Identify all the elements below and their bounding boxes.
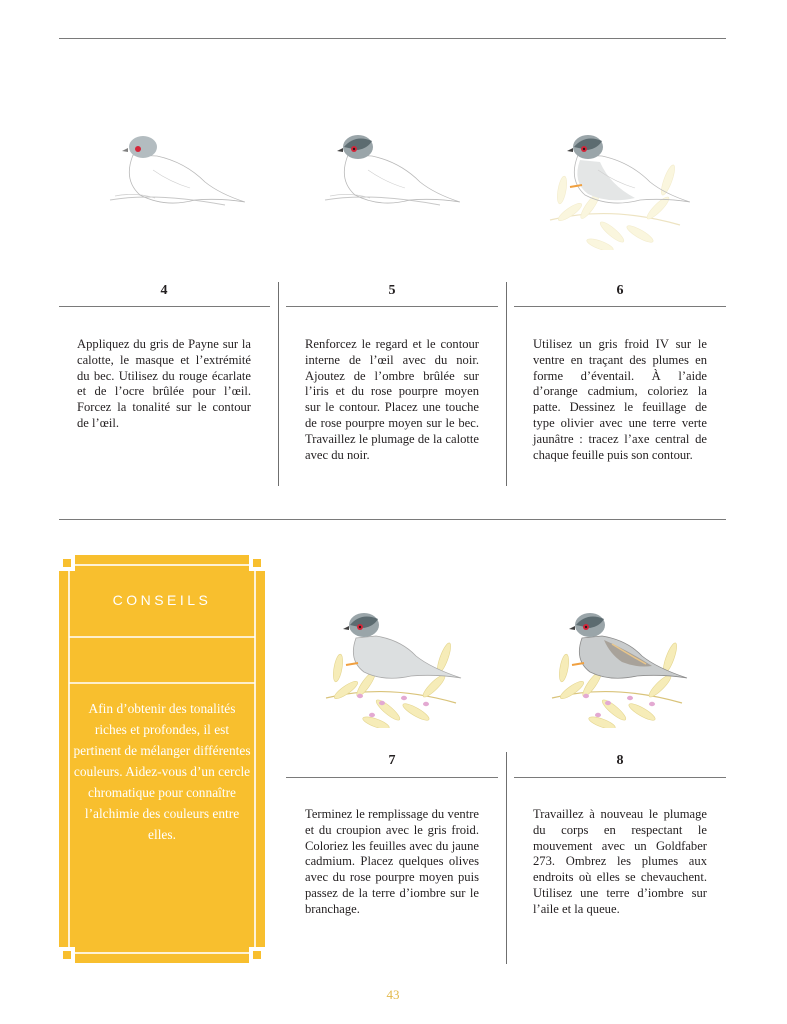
step-number: 7 — [388, 753, 396, 768]
step-number: 5 — [388, 283, 396, 298]
bird-illustration — [542, 578, 692, 728]
bird-illustration — [310, 100, 460, 250]
step-rule — [286, 777, 498, 778]
bird-illustration — [95, 100, 245, 250]
bird-illustration — [316, 578, 466, 728]
step-text: Utilisez un gris froid IV sur le ventre en traçant des plumes en forme d’éventail. À l’aide d’orange cadmium, coloriez la patte. Dessinez le feuillage de type olivier avec une terre verte jaunâtre : tracez l’axe central de chaque feuille puis son contour. — [533, 337, 707, 462]
section-rule — [59, 519, 726, 520]
step-text: Terminez le remplissage du ventre et du croupion avec le gris froid. Coloriez les feuilles avec du jaune cadmium. Placez quelques olives avec du rose pourpre moyen puis passez de la terre d’iombre sur le branchage. — [305, 807, 479, 916]
step-number: 8 — [616, 753, 624, 768]
step-rule — [286, 306, 498, 307]
step-rule — [514, 777, 726, 778]
page-number: 43 — [386, 987, 400, 1002]
step-text: Renforcez le regard et le contour interne de l’œil avec du noir. Ajoutez de l’ombre brûlée sur l’iris et du rose pourpre moyen sur le contour. Placez une touche de rose pourpre moyen sur le bec. Travaillez le plumage de la calotte avec du noir. — [305, 337, 479, 462]
bird-illustration — [540, 100, 690, 250]
conseils-title: CONSEILS — [112, 592, 212, 608]
step-number: 6 — [616, 283, 624, 298]
column-separator — [278, 282, 279, 486]
step-number: 4 — [160, 283, 168, 298]
step-rule — [59, 306, 270, 307]
column-separator — [506, 282, 507, 486]
step-text: Travaillez à nouveau le plumage du corps en respectant le mouvement avec un Goldfaber 273. Ombrez les plumes aux endroits où elles se chevauchent. Utilisez une terre d’iombre sur l’aile et la queue. — [533, 807, 707, 916]
conseils-text: Afin d’obtenir des tonalités riches et profondes, il est pertinent de mélanger différentes couleurs. Aidez-vous d’un cercle chromatique pour connaître l’alchimie des couleurs entre elles. — [73, 701, 251, 842]
top-rule — [59, 38, 726, 39]
step-rule — [514, 306, 726, 307]
column-separator — [506, 752, 507, 964]
step-text: Appliquez du gris de Payne sur la calotte, le masque et l’extrémité du bec. Utilisez du rouge écarlate et de l’ocre brûlée pour l’œil. Forcez la tonalité sur le contour de l’œil. — [77, 337, 251, 430]
